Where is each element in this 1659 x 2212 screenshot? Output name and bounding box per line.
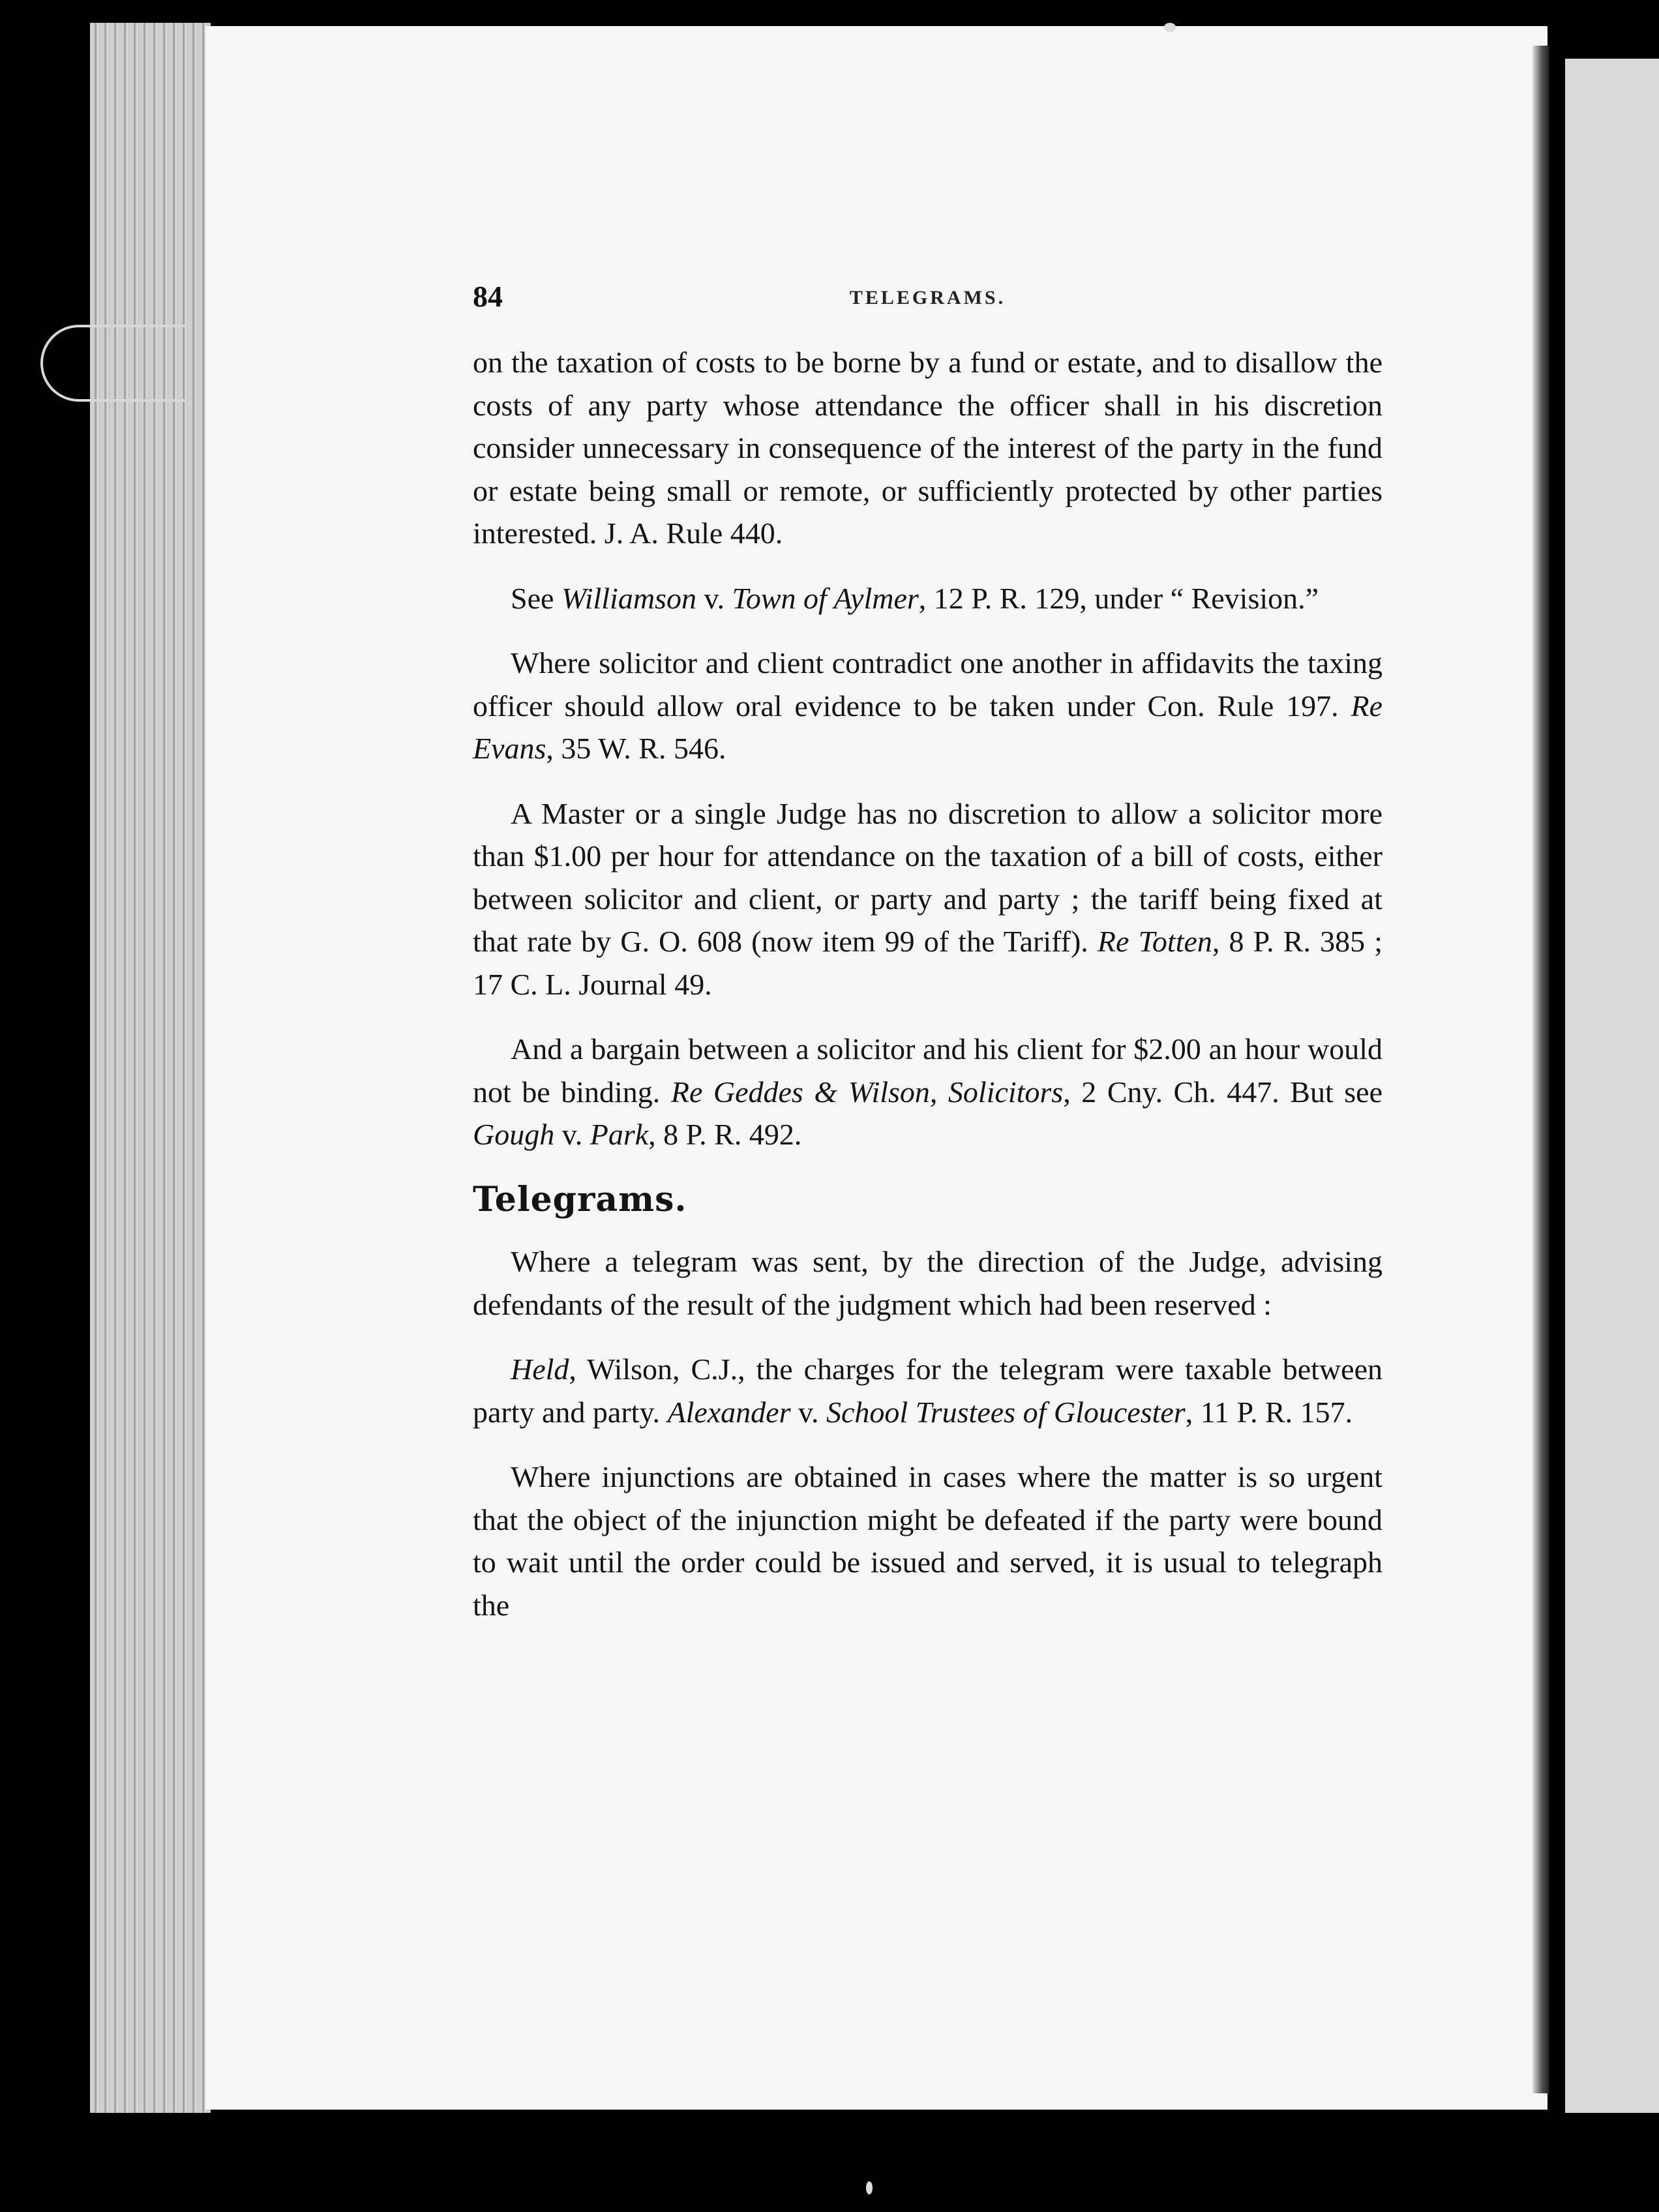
paragraph-evans <box>473 642 1382 770</box>
case-name: Re Evans <box>473 689 1382 765</box>
text-run: v. <box>790 1395 827 1429</box>
paragraph-held <box>473 1348 1382 1433</box>
text-run: , 12 P. R. 129, under “ Revision.” <box>918 581 1319 615</box>
page-number: 84 <box>473 280 503 313</box>
case-name: Gough <box>473 1118 555 1151</box>
page-body <box>473 341 1382 1649</box>
text-run: , 8 P. R. 385 ; 17 C. L. Journal 49. <box>473 925 1382 1001</box>
scan-smudge-mark <box>40 325 187 402</box>
text-run: A Master or a single Judge has no discretion to allow a solicitor more than $1.00 per hour for attendance on the taxation of a bill of costs, either between solicitor and client, or party and party ; the tariff being fixed at that rate by G. O. 608 (now item 99 of the Tariff). <box>473 796 1382 958</box>
scan-speck <box>866 2181 873 2194</box>
page-header <box>473 279 1382 318</box>
paragraph-williamson <box>473 577 1382 620</box>
case-name: Town of Aylmer <box>732 581 919 615</box>
case-name: School Trustees of Gloucester <box>826 1395 1186 1429</box>
paragraph-continued: on the taxation of costs to be borne by a fund or estate, and to disallow the costs of any party whose attendance the officer shall in his discretion consider unnecessary in consequence of the interest of the party in the fund or estate being small or remote, or sufficiently protected by other parties interested. J. A. Rule 440. <box>473 346 1382 550</box>
case-name: Re Totten <box>1097 925 1212 958</box>
paragraph-geddes <box>473 1028 1382 1156</box>
case-name: Williamson <box>561 581 696 615</box>
text-run: , 35 W. R. 546. <box>546 732 726 765</box>
paragraph-totten <box>473 792 1382 1006</box>
text-run: , 11 P. R. 157. <box>1185 1395 1353 1429</box>
text-run: And a bargain between a solicitor and his client for $2.00 an hour would not be binding. <box>473 1032 1382 1109</box>
text-run: , 2 Cny. Ch. 447. But see <box>1063 1075 1382 1109</box>
text-run: , Wilson, C.J., the charges for the telegram were taxable between party and party. <box>473 1353 1382 1429</box>
held-label: Held <box>511 1353 569 1386</box>
case-name: Re Geddes & Wilson, Solicitors <box>670 1075 1064 1109</box>
text-run: , 8 P. R. 492. <box>648 1118 802 1151</box>
facing-page-edge <box>1565 59 1659 2113</box>
case-name: Park <box>590 1118 649 1151</box>
case-name: Alexander <box>667 1395 791 1429</box>
text-run: v. <box>696 581 732 615</box>
text-run: See <box>511 581 561 615</box>
paragraph-telegram: Where a telegram was sent, by the direction of the Judge, advising defendants of the result of the judgment which had been reserved : <box>473 1245 1382 1321</box>
text-run: Where solicitor and client contradict one another in affidavits the taxing officer should allow oral evidence to be taken under Con. Rule 197. <box>473 646 1382 723</box>
book-gutter <box>1532 46 1549 2093</box>
running-head: TELEGRAMS. <box>849 287 1006 308</box>
scan-speck <box>1164 23 1176 32</box>
paragraph-injunctions: Where injunctions are obtained in cases where the matter is so urgent that the object of the injunction might be defeated if the party were bound to wait until the order could be issued and served, it is usual to telegraph the <box>473 1460 1382 1622</box>
section-heading: Telegrams. <box>473 1179 687 1219</box>
text-run: v. <box>554 1118 590 1151</box>
